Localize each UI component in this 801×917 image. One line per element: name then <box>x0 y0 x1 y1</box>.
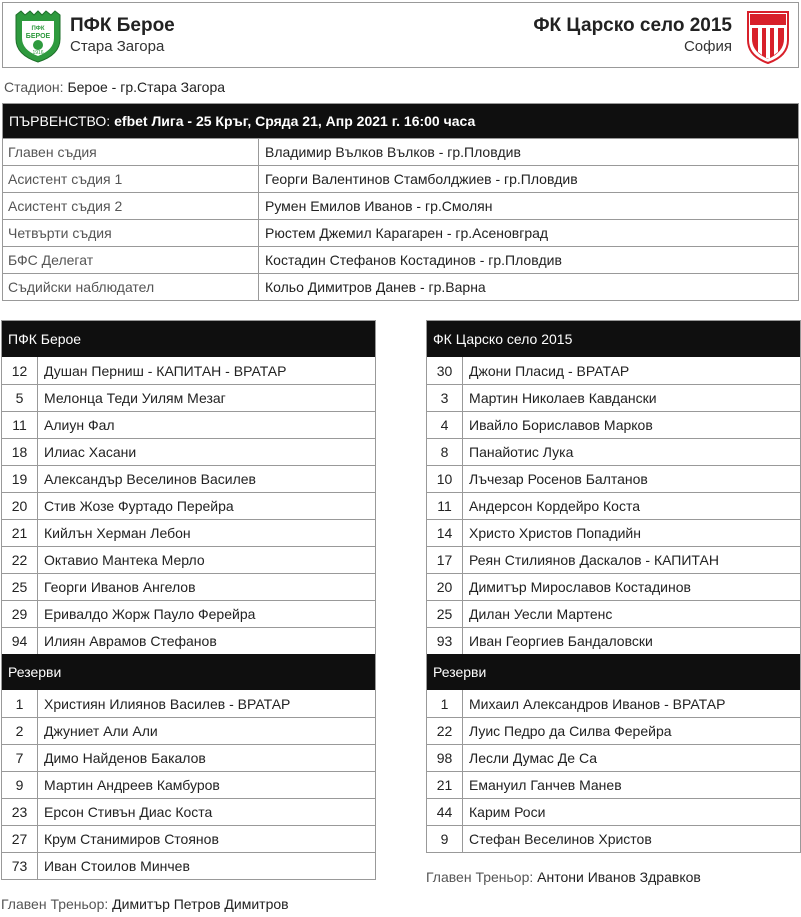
player-row <box>427 627 800 654</box>
home-team-name: ПФК Берое <box>70 15 175 36</box>
away-lineup-table <box>426 320 801 853</box>
player-row <box>427 600 800 627</box>
player-name: Дилан Уесли Мартенс <box>469 606 613 622</box>
official-row <box>3 138 798 165</box>
player-name: Ерсон Стивън Диас Коста <box>44 804 213 820</box>
player-number: 27 <box>2 826 38 852</box>
player-number: 25 <box>2 574 38 600</box>
player-number: 22 <box>427 718 463 744</box>
player-number: 9 <box>2 772 38 798</box>
player-name: Мартин Андреев Камбуров <box>44 777 220 793</box>
player-name: Емануил Ганчев Манев <box>469 777 622 793</box>
player-row <box>2 717 375 744</box>
official-role: Главен съдия <box>3 139 259 165</box>
player-number: 11 <box>2 412 38 438</box>
home-lineup-title: ПФК Берое <box>2 321 375 357</box>
match-header <box>2 2 799 68</box>
home-team-city: Стара Загора <box>70 38 165 55</box>
player-name: Християн Илиянов Василев - ВРАТАР <box>44 695 291 712</box>
player-name: Георги Иванов Ангелов <box>44 579 196 595</box>
player-name: Мартин Николаев Кавдански <box>469 390 657 406</box>
player-number: 23 <box>2 799 38 825</box>
stadium-label: Стадион: <box>4 79 64 95</box>
coach-name: Антони Иванов Здравков <box>537 869 701 885</box>
player-number: 4 <box>427 412 463 438</box>
away-team-city: София <box>683 38 732 55</box>
player-name: Лъчезар Росенов Балтанов <box>469 471 648 487</box>
competition-value: efbet Лига - 25 Кръг, Сряда 21, Апр 2021 г. 16:00 часа <box>114 113 476 129</box>
player-number: 73 <box>2 853 38 879</box>
player-row <box>2 465 375 492</box>
svg-text:ПФК: ПФК <box>31 26 45 32</box>
player-row <box>2 573 375 600</box>
player-number: 1 <box>2 690 38 717</box>
player-name: Илиян Аврамов Стефанов <box>44 633 217 649</box>
player-number: 19 <box>2 466 38 492</box>
official-role: Асистент съдия 2 <box>3 193 259 219</box>
official-name: Владимир Вълков Вълков - гр.Пловдив <box>265 144 521 160</box>
player-number: 9 <box>427 826 463 852</box>
player-name: Реян Стилиянов Даскалов - КАПИТАН <box>469 552 719 568</box>
player-number: 21 <box>2 520 38 546</box>
player-row <box>2 771 375 798</box>
official-name: Рюстем Джемил Карагарен - гр.Асеновград <box>265 225 549 241</box>
svg-text:1916: 1916 <box>32 50 44 56</box>
official-row <box>3 165 798 192</box>
player-number: 1 <box>427 690 463 717</box>
away-team-name: ФК Царско село 2015 <box>533 15 732 36</box>
svg-text:БЕРОЕ: БЕРОЕ <box>25 33 51 40</box>
player-name: Октавио Мантека Мерло <box>44 552 205 568</box>
official-role: Съдийски наблюдател <box>3 274 259 300</box>
stadium-info <box>4 79 225 95</box>
player-name: Ивайло Бориславов Марков <box>469 417 653 433</box>
player-number: 10 <box>427 466 463 492</box>
player-name: Джони Пласид - ВРАТАР <box>469 362 630 379</box>
player-row <box>427 690 800 717</box>
player-row <box>2 519 375 546</box>
player-name: Димитър Мирославов Костадинов <box>469 579 691 595</box>
player-number: 94 <box>2 628 38 654</box>
player-name: Джуниет Али Али <box>44 723 158 739</box>
player-row <box>427 744 800 771</box>
player-number: 30 <box>427 357 463 384</box>
home-coach <box>1 896 289 912</box>
player-number: 22 <box>2 547 38 573</box>
player-row <box>427 411 800 438</box>
away-reserves-title: Резерви <box>427 654 800 690</box>
officials-table <box>2 103 799 301</box>
player-number: 20 <box>427 574 463 600</box>
competition-header <box>3 104 798 138</box>
official-row <box>3 273 798 300</box>
player-number: 18 <box>2 439 38 465</box>
coach-label: Главен Треньор: <box>426 869 534 885</box>
player-row <box>2 825 375 852</box>
player-number: 2 <box>2 718 38 744</box>
player-row <box>427 492 800 519</box>
player-name: Стефан Веселинов Христов <box>469 831 652 847</box>
player-row <box>427 546 800 573</box>
official-name: Георги Валентинов Стамболджиев - гр.Пловдив <box>265 171 578 187</box>
player-row <box>427 357 800 384</box>
coach-label: Главен Треньор: <box>1 896 109 912</box>
player-row <box>2 492 375 519</box>
player-row <box>2 798 375 825</box>
official-name: Кольо Димитров Данев - гр.Варна <box>265 279 486 295</box>
official-row <box>3 192 798 219</box>
player-name: Кийлън Херман Лебон <box>44 525 191 541</box>
competition-label: ПЪРВЕНСТВО: <box>9 113 111 129</box>
player-row <box>2 690 375 717</box>
player-number: 3 <box>427 385 463 411</box>
player-name: Иван Стоилов Минчев <box>44 858 190 874</box>
player-name: Алиун Фал <box>44 417 115 433</box>
player-name: Крум Станимиров Стоянов <box>44 831 219 847</box>
player-row <box>2 411 375 438</box>
player-row <box>427 384 800 411</box>
player-row <box>2 438 375 465</box>
player-row <box>2 384 375 411</box>
player-number: 93 <box>427 628 463 654</box>
player-name: Стив Жозе Фуртадо Перейра <box>44 498 234 514</box>
tsarsko-selo-crest-icon <box>746 8 790 64</box>
player-row <box>2 852 375 879</box>
official-role: Четвърти съдия <box>3 220 259 246</box>
player-name: Еривалдо Жорж Пауло Ферейра <box>44 606 256 622</box>
home-reserves-title: Резерви <box>2 654 375 690</box>
player-name: Илиас Хасани <box>44 444 137 460</box>
player-row <box>427 465 800 492</box>
player-row <box>2 546 375 573</box>
player-name: Лесли Думас Де Са <box>469 750 597 766</box>
player-row <box>427 798 800 825</box>
player-row <box>2 744 375 771</box>
player-number: 98 <box>427 745 463 771</box>
player-number: 44 <box>427 799 463 825</box>
player-number: 21 <box>427 772 463 798</box>
player-row <box>427 438 800 465</box>
player-row <box>427 825 800 852</box>
player-name: Панайотис Лука <box>469 444 574 460</box>
player-name: Карим Роси <box>469 804 546 820</box>
player-number: 29 <box>2 601 38 627</box>
player-number: 11 <box>427 493 463 519</box>
player-number: 12 <box>2 357 38 384</box>
player-row <box>427 717 800 744</box>
player-number: 17 <box>427 547 463 573</box>
coach-name: Димитър Петров Димитров <box>112 896 289 912</box>
player-name: Христо Христов Попадийн <box>469 525 641 541</box>
player-row <box>427 573 800 600</box>
player-number: 5 <box>2 385 38 411</box>
player-number: 20 <box>2 493 38 519</box>
player-name: Мелонца Теди Уилям Мезаг <box>44 390 226 406</box>
player-number: 7 <box>2 745 38 771</box>
player-name: Димо Найденов Бакалов <box>44 750 206 766</box>
player-row <box>2 357 375 384</box>
away-coach <box>426 869 701 885</box>
official-name: Костадин Стефанов Костадинов - гр.Пловдив <box>265 252 562 268</box>
player-name: Александър Веселинов Василев <box>44 471 256 487</box>
player-name: Душан Перниш - КАПИТАН - ВРАТАР <box>44 362 287 379</box>
player-number: 25 <box>427 601 463 627</box>
player-number: 14 <box>427 520 463 546</box>
player-row <box>2 600 375 627</box>
player-row <box>427 771 800 798</box>
player-name: Луис Педро да Силва Ферейра <box>469 723 672 739</box>
player-row <box>427 519 800 546</box>
player-name: Михаил Александров Иванов - ВРАТАР <box>469 695 726 712</box>
official-name: Румен Емилов Иванов - гр.Смолян <box>265 198 493 214</box>
beroe-crest-icon <box>13 9 63 63</box>
official-row <box>3 246 798 273</box>
player-row <box>2 627 375 654</box>
official-role: Асистент съдия 1 <box>3 166 259 192</box>
stadium-value: Берое - гр.Стара Загора <box>67 79 226 95</box>
player-number: 8 <box>427 439 463 465</box>
player-name: Иван Георгиев Бандаловски <box>469 633 653 649</box>
official-role: БФС Делегат <box>3 247 259 273</box>
away-lineup-title: ФК Царско село 2015 <box>427 321 800 357</box>
official-row <box>3 219 798 246</box>
player-name: Андерсон Кордейро Коста <box>469 498 641 514</box>
home-lineup-table <box>1 320 376 880</box>
